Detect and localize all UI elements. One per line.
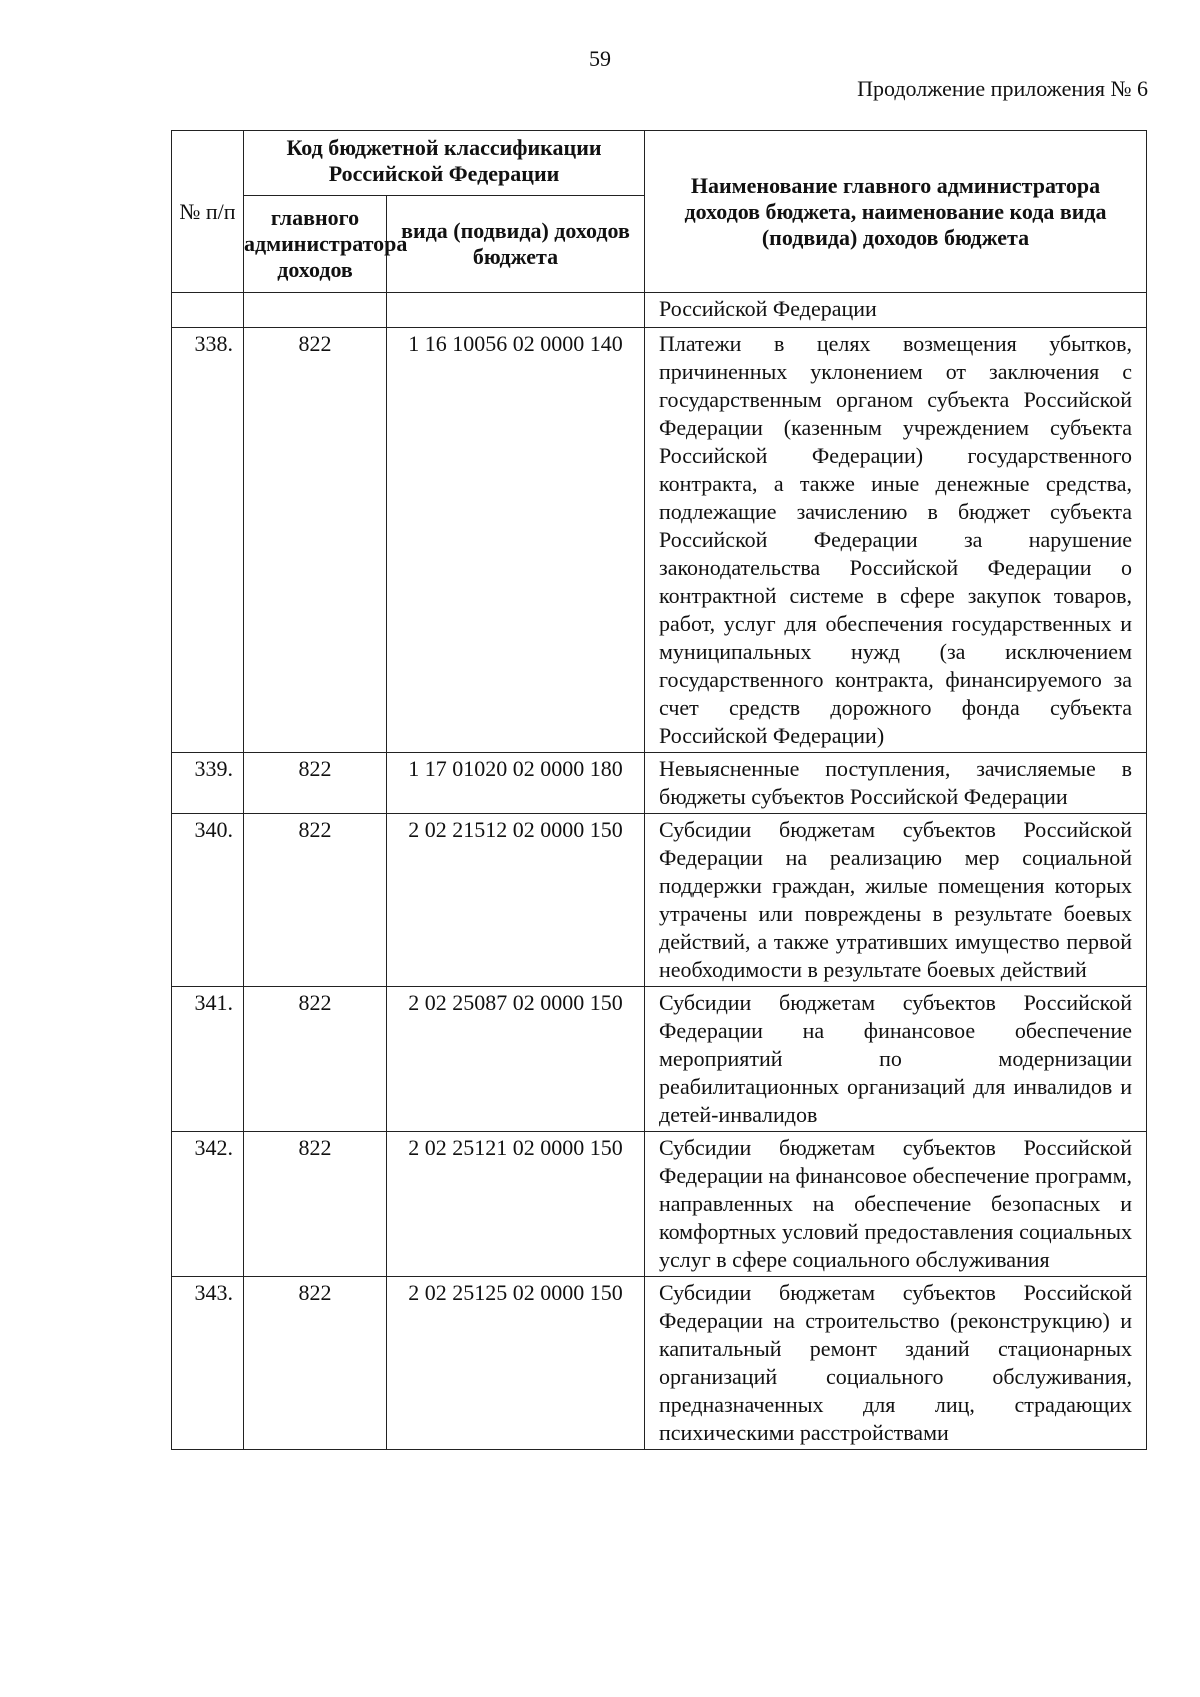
continuation-name-cell: Российской Федерации bbox=[645, 293, 1147, 328]
header-income-kind-code: вида (подвида) доходов бюджета bbox=[387, 196, 645, 293]
row-number: 338. bbox=[172, 328, 244, 753]
row-admin-code: 822 bbox=[244, 1132, 387, 1277]
row-income-code: 1 16 10056 02 0000 140 bbox=[387, 328, 645, 753]
row-number: 342. bbox=[172, 1132, 244, 1277]
row-number: 341. bbox=[172, 987, 244, 1132]
row-admin-code: 822 bbox=[244, 753, 387, 814]
row-description: Субсидии бюджетам субъектов Российской Федерации на финансовое обеспечение мероприятий по модернизации реабилитационных организаций для инвалидов и детей-инвалидов bbox=[645, 987, 1147, 1132]
page-number: 59 bbox=[589, 46, 611, 71]
row-number: 343. bbox=[172, 1277, 244, 1450]
continuation-code-cell bbox=[387, 293, 645, 328]
row-admin-code: 822 bbox=[244, 987, 387, 1132]
header-number: № п/п bbox=[172, 131, 244, 293]
row-admin-code: 822 bbox=[244, 814, 387, 987]
header-name: Наименование главного администратора доходов бюджета, наименование кода вида (подвида) доходов бюджета bbox=[645, 131, 1147, 293]
table-row bbox=[172, 328, 1147, 753]
row-income-code: 2 02 25121 02 0000 150 bbox=[387, 1132, 645, 1277]
row-description: Субсидии бюджетам субъектов Российской Федерации на реализацию мер социальной поддержки граждан, жилые помещения которых утрачены или повреждены в результате боевых действий, а также утративших имущество первой необходимости в результате боевых действий bbox=[645, 814, 1147, 987]
table-row bbox=[172, 814, 1147, 987]
row-description: Невыясненные поступления, зачисляемые в бюджеты субъектов Российской Федерации bbox=[645, 753, 1147, 814]
table-row bbox=[172, 1132, 1147, 1277]
budget-classification-table bbox=[171, 130, 1147, 1450]
header-row-top bbox=[172, 131, 1147, 196]
row-income-code: 2 02 25125 02 0000 150 bbox=[387, 1277, 645, 1450]
row-description: Субсидии бюджетам субъектов Российской Федерации на строительство (реконструкцию) и капитальный ремонт зданий стационарных организаций социального обслуживания, предназначенных для лиц, страдающих психическими расстройствами bbox=[645, 1277, 1147, 1450]
table-row bbox=[172, 987, 1147, 1132]
row-income-code: 1 17 01020 02 0000 180 bbox=[387, 753, 645, 814]
row-admin-code: 822 bbox=[244, 328, 387, 753]
header-admin-code: главного администратора доходов bbox=[244, 196, 387, 293]
table-row bbox=[172, 753, 1147, 814]
continuation-num-cell bbox=[172, 293, 244, 328]
row-number: 339. bbox=[172, 753, 244, 814]
continuation-admin-cell bbox=[244, 293, 387, 328]
table-row bbox=[172, 1277, 1147, 1450]
appendix-continuation-label: Продолжение приложения № 6 bbox=[857, 76, 1148, 101]
header-kbk-group: Код бюджетной классификации Российской Федерации bbox=[244, 131, 645, 196]
row-income-code: 2 02 21512 02 0000 150 bbox=[387, 814, 645, 987]
row-admin-code: 822 bbox=[244, 1277, 387, 1450]
row-description: Платежи в целях возмещения убытков, причиненных уклонением от заключения с государственным органом субъекта Российской Федерации (казенным учреждением субъекта Российской Федерации) государственного контракта, а также иные денежные средства, подлежащие зачислению в бюджет субъекта Российской Федерации за нарушение законодательства Российской Федерации о контрактной системе в сфере закупок товаров, работ, услуг для обеспечения государственных и муниципальных нужд (за исключением государственного контракта, финансируемого за счет средств дорожного фонда субъекта Российской Федерации) bbox=[645, 328, 1147, 753]
row-income-code: 2 02 25087 02 0000 150 bbox=[387, 987, 645, 1132]
continuation-row bbox=[172, 293, 1147, 328]
row-description: Субсидии бюджетам субъектов Российской Федерации на финансовое обеспечение программ, направленных на обеспечение безопасных и комфортных условий предоставления социальных услуг в сфере социального обслуживания bbox=[645, 1132, 1147, 1277]
row-number: 340. bbox=[172, 814, 244, 987]
